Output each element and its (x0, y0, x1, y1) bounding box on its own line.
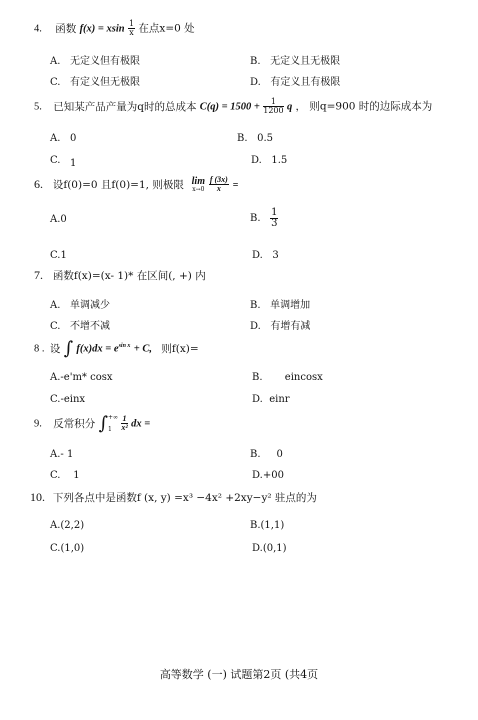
question-suffix: 在点x=0 处 (138, 22, 195, 35)
question-prefix: 函数 (55, 22, 77, 35)
option-key: A. (50, 300, 61, 311)
option-key: C. (50, 155, 61, 166)
option-a[interactable] (50, 449, 73, 460)
formula-fraction (263, 98, 283, 115)
integral-sign: ∫ (98, 413, 108, 434)
question-prefix: 设 (49, 342, 61, 355)
option-text: 有增有减 (270, 321, 311, 332)
question-number: 9. (34, 418, 42, 430)
fraction-numerator: 1 (263, 98, 283, 107)
option-key: B. (252, 372, 263, 383)
option-key: D. (252, 543, 263, 554)
option-c[interactable] (50, 250, 67, 261)
fraction-denominator: 3 (271, 218, 278, 229)
option-key: D. (252, 250, 263, 261)
option-text: 有定义但无极限 (70, 77, 141, 88)
option-b[interactable] (252, 372, 323, 383)
option-text: 0 (276, 449, 283, 460)
question-prefix: 反常积分 (53, 417, 96, 430)
fraction-numerator: 1 (122, 414, 127, 423)
question-5 (34, 98, 432, 115)
question-7 (34, 268, 206, 283)
limit-label: lim (191, 175, 205, 187)
formula-tail: + C, (133, 343, 152, 355)
question-suffix: 则f(x)= (161, 342, 199, 355)
option-key: A. (50, 56, 61, 67)
limit-block (192, 177, 205, 193)
option-d[interactable] (251, 155, 287, 166)
option-text: einr (269, 394, 290, 405)
formula-fraction (121, 415, 127, 432)
option-b[interactable] (250, 52, 340, 67)
option-b[interactable] (250, 296, 310, 311)
option-key: C. (50, 77, 61, 88)
formula-superscript: sin x (118, 343, 131, 349)
fraction-denominator: x (216, 184, 221, 193)
question-prefix: 已知某产品产量为q时的总成本 (53, 100, 197, 113)
option-key: C. (50, 543, 61, 554)
option-a[interactable] (50, 372, 113, 383)
option-d[interactable] (250, 317, 310, 332)
option-key: B. (250, 213, 261, 224)
integral-limits (108, 415, 118, 433)
option-d[interactable] (252, 543, 287, 554)
question-9 (34, 413, 150, 434)
option-a[interactable] (50, 520, 84, 531)
integral-lower: 1 (107, 425, 112, 433)
option-a[interactable] (50, 214, 67, 225)
question-formula: C(q) = 1500 + (199, 101, 260, 113)
option-text: 有定义且有极限 (270, 77, 341, 88)
option-text: eincosx (284, 372, 323, 383)
option-text: 单调减少 (69, 300, 110, 311)
option-a[interactable] (50, 52, 140, 67)
option-d[interactable] (252, 250, 279, 261)
option-key: C. (50, 321, 61, 332)
option-key: D. (251, 155, 262, 166)
option-key: D. (250, 321, 261, 332)
option-text: +00 (262, 470, 284, 481)
option-text: 无定义且无极限 (270, 56, 341, 67)
fraction-numerator: f (3x) (209, 175, 228, 184)
question-number: 10. (30, 490, 45, 504)
option-text: 1 (73, 470, 80, 481)
option-key: B. (250, 449, 261, 460)
option-text: 0 (69, 133, 77, 144)
option-b[interactable] (250, 208, 278, 229)
option-key: B. (250, 300, 261, 311)
option-key: A. (50, 372, 61, 383)
option-text: 1.5 (271, 155, 288, 166)
option-text: (1,0) (60, 543, 85, 554)
question-number: 6. (34, 177, 43, 191)
fraction-numerator: 1 (271, 207, 278, 218)
formula-tail: dx = (131, 418, 151, 430)
option-key: C. (50, 394, 61, 405)
option-d[interactable] (252, 394, 290, 405)
option-text: 1 (60, 250, 67, 261)
fraction-denominator: x² (121, 423, 128, 432)
option-d[interactable] (250, 73, 340, 88)
fraction-denominator: x (129, 28, 134, 37)
option-text: - 1 (60, 449, 74, 460)
question-number: 7. (34, 268, 43, 282)
question-formula: f(x)dx = e (76, 343, 119, 355)
option-key: B. (250, 520, 261, 531)
formula-fraction (128, 20, 135, 37)
option-key: B. (250, 56, 261, 67)
option-b[interactable] (250, 449, 283, 460)
option-key: A. (50, 133, 61, 144)
question-4 (34, 20, 195, 37)
question-formula: f(x) = xsin (79, 23, 125, 35)
option-a[interactable] (50, 133, 76, 144)
option-c[interactable] (50, 394, 85, 405)
option-text: 0.5 (257, 133, 273, 144)
fraction-denominator: 1200 (263, 106, 284, 115)
option-key: A. (50, 449, 61, 460)
option-text: 0 (60, 214, 67, 225)
option-key: B. (237, 133, 248, 144)
question-number: 4. (34, 23, 42, 35)
formula-tail: q (286, 101, 293, 113)
option-d[interactable] (252, 470, 284, 481)
option-text: -einx (60, 394, 86, 405)
limit-subscript: x→0 (192, 185, 205, 193)
option-text: 单调增加 (270, 300, 311, 311)
question-suffix: ， 则q=900 时的边际成本为 (295, 100, 433, 113)
option-text: 3 (272, 250, 279, 261)
option-key: D. (252, 394, 263, 405)
page-footer: 高等数学 (一) 试题第2页 (共4页 (159, 668, 319, 681)
option-c[interactable] (50, 543, 84, 554)
option-text: (0,1) (262, 543, 287, 554)
option-c[interactable] (50, 155, 77, 169)
question-number: 5. (34, 101, 42, 113)
option-key: A. (50, 520, 61, 531)
option-key: D. (252, 470, 263, 481)
question-text: 下列各点中是函数f (x, y) =x³ −4x² +2xy−y² 驻点的为 (52, 492, 317, 504)
integral-upper: +∞ (107, 413, 118, 421)
option-text: 无定义但有极限 (69, 56, 140, 67)
fraction-numerator: 1 (128, 19, 135, 28)
equals-sign: = (232, 180, 239, 191)
option-text: (2,2) (60, 520, 85, 531)
question-6 (34, 176, 238, 193)
option-key: C. (50, 470, 61, 481)
formula-fraction (209, 176, 229, 193)
question-number: 8 . (34, 343, 45, 355)
option-b[interactable] (237, 133, 273, 144)
option-text: -e'm* cosx (60, 372, 113, 383)
option-key: A. (50, 214, 61, 225)
option-text: 不增不减 (70, 321, 111, 332)
option-key: D. (250, 77, 261, 88)
option-c[interactable] (50, 73, 140, 88)
option-a[interactable] (50, 296, 110, 311)
question-8 (34, 338, 199, 359)
option-c[interactable] (50, 317, 110, 332)
integral-sign: ∫ (63, 338, 74, 359)
option-text: (1,1) (260, 520, 285, 531)
option-b-fraction (270, 208, 278, 229)
question-text: 设f(0)=0 且f(0)=1, 则极限 (52, 179, 184, 191)
option-c[interactable] (50, 470, 80, 481)
option-text: 1 (70, 158, 77, 169)
option-b[interactable] (250, 520, 284, 531)
question-10 (30, 490, 317, 505)
question-text: 函数f(x)=(x- 1)* 在区间(, +) 内 (52, 270, 206, 282)
option-key: C. (50, 250, 61, 261)
